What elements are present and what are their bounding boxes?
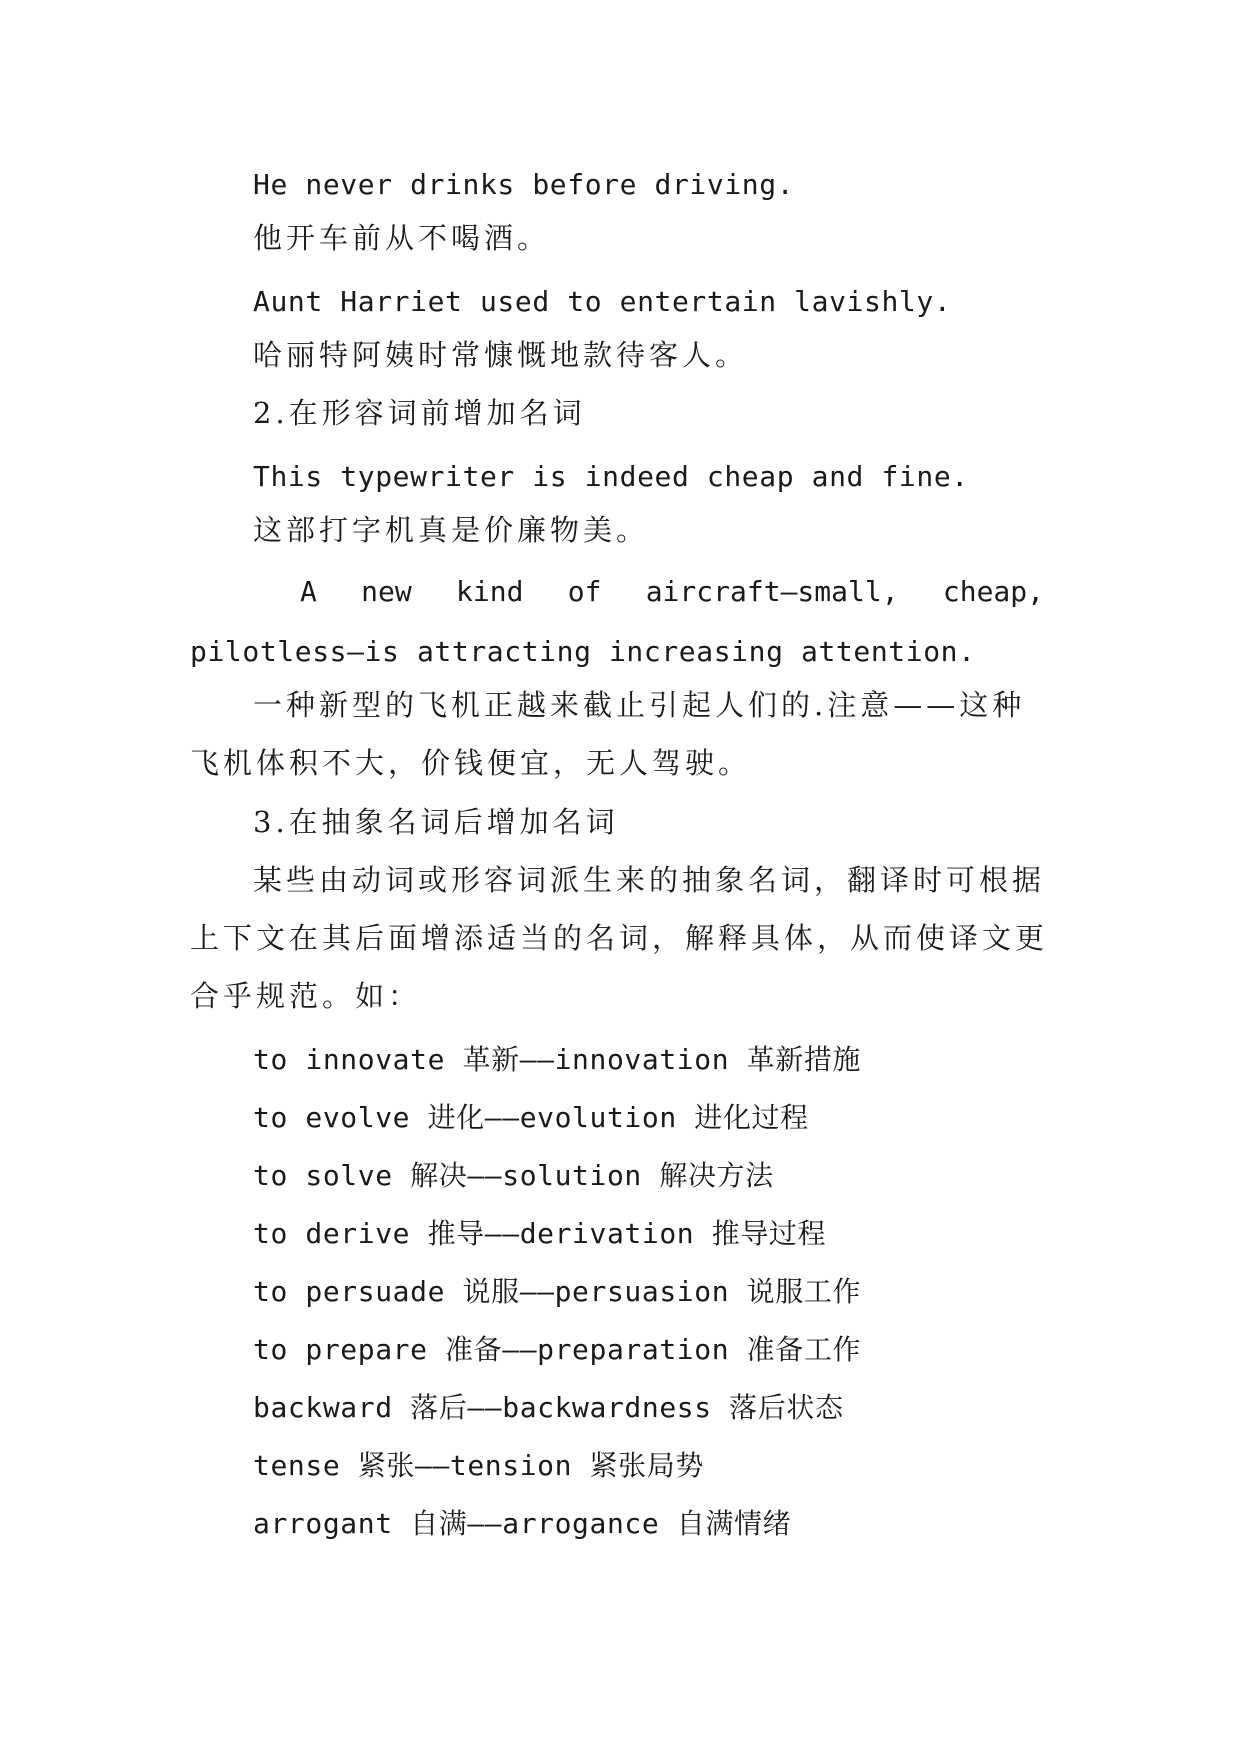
body-paragraph-continued: 上下文在其后面增添适当的名词，解释具体，从而使译文更 (190, 921, 1049, 955)
vocab-example: to evolve 进化——evolution 进化过程 (253, 1101, 809, 1134)
vocab-example: arrogant 自满——arrogance 自满情绪 (253, 1507, 792, 1540)
chinese-translation-continued: 飞机体积不大，价钱便宜，无人驾驶。 (190, 746, 752, 780)
section-heading: 2.在形容词前增加名词 (253, 396, 586, 430)
vocab-example: tense 紧张——tension 紧张局势 (253, 1449, 704, 1482)
vocab-example: to prepare 准备——preparation 准备工作 (253, 1333, 862, 1366)
chinese-translation: 这部打字机真是价廉物美。 (253, 513, 650, 547)
english-sentence: A new kind of aircraft—small, cheap, (300, 575, 1044, 608)
chinese-translation: 哈丽特阿姨时常慷慨地款待客人。 (253, 338, 749, 372)
vocab-example: to solve 解决——solution 解决方法 (253, 1159, 774, 1192)
vocab-example: backward 落后——backwardness 落后状态 (253, 1391, 844, 1424)
english-sentence: Aunt Harriet used to entertain lavishly. (253, 285, 952, 318)
english-sentence-continued: pilotless—is attracting increasing attention. (190, 635, 976, 668)
chinese-translation: 一种新型的飞机正越来截止引起人们的.注意——这种 (253, 688, 1026, 722)
vocab-example: to innovate 革新——innovation 革新措施 (253, 1043, 862, 1076)
english-sentence: He never drinks before driving. (253, 168, 795, 201)
body-paragraph-continued: 合乎规范。如： (190, 979, 422, 1013)
body-paragraph: 某些由动词或形容词派生来的抽象名词，翻译时可根据 (253, 863, 1046, 897)
chinese-translation: 他开车前从不喝酒。 (253, 221, 551, 255)
section-heading: 3.在抽象名词后增加名词 (253, 805, 619, 839)
vocab-example: to persuade 说服——persuasion 说服工作 (253, 1275, 862, 1308)
english-sentence: This typewriter is indeed cheap and fine. (253, 460, 969, 493)
vocab-example: to derive 推导——derivation 推导过程 (253, 1217, 827, 1250)
